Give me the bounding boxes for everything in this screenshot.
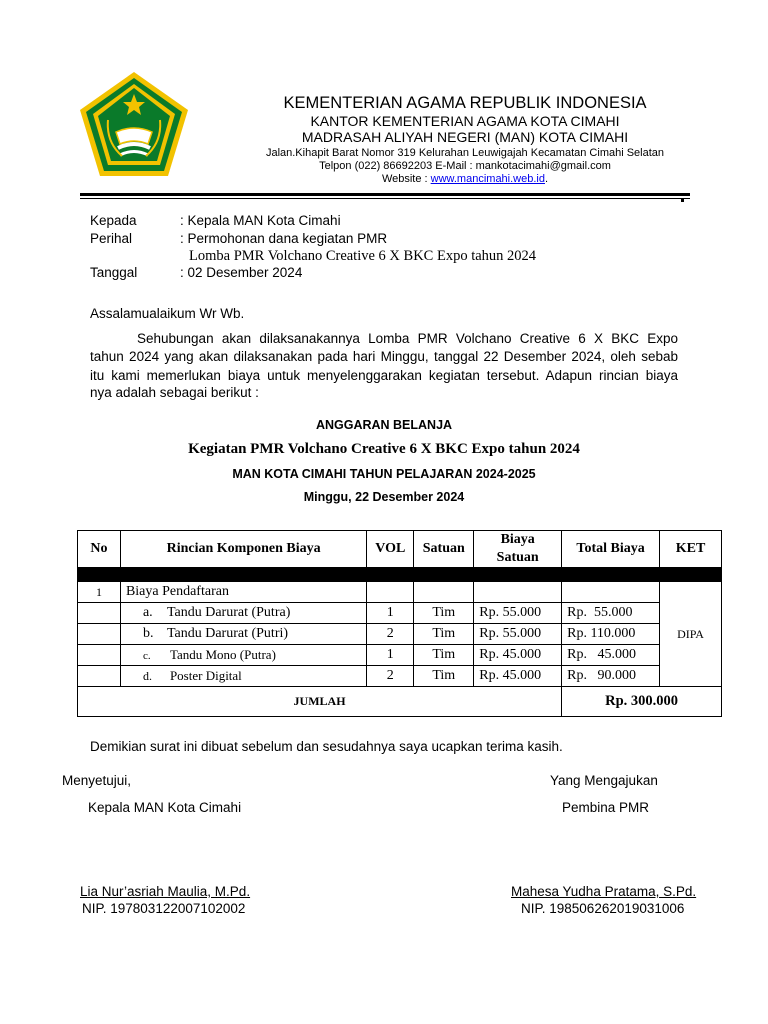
item-unit: Tim	[414, 624, 474, 645]
col-header-biaya-satuan: Biaya Satuan	[474, 531, 562, 568]
perihal-value-line2: Lomba PMR Volchano Creative 6 X BKC Expo tahun 2024	[189, 248, 537, 264]
item-name: Poster Digital	[169, 668, 242, 683]
item-unit: Tim	[414, 603, 474, 624]
right-signatory-nip: NIP. 198506262019031006	[521, 901, 685, 916]
empty-cell	[474, 582, 562, 603]
ministry-name: KEMENTERIAN AGAMA REPUBLIK INDONESIA	[283, 94, 647, 112]
table-row	[78, 603, 722, 624]
empty-cell	[78, 645, 121, 666]
table-row	[78, 624, 722, 645]
item-letter: b.	[142, 626, 154, 641]
empty-cell	[367, 582, 414, 603]
empty-cell	[78, 666, 121, 687]
paragraph-line-2: tahun 2024 yang akan dilaksanakan pada hari Minggu, tanggal 22 Desember 2024, oleh sebab	[90, 349, 678, 364]
col-header-no: No	[78, 531, 121, 568]
group-name: Biaya Pendaftaran	[120, 582, 366, 603]
item-name: Tandu Mono (Putra)	[169, 647, 276, 662]
budget-subtitle: Kegiatan PMR Volchano Creative 6 X BKC Expo tahun 2024	[188, 441, 580, 457]
budget-table	[77, 530, 722, 717]
table-row	[78, 645, 722, 666]
item-total: Rp. 45.000	[562, 645, 660, 666]
closing-sentence: Demikian surat ini dibuat sebelum dan sesudahnya saya ucapkan terima kasih.	[90, 739, 563, 754]
col-header-ket: KET	[660, 531, 722, 568]
website-suffix: .	[544, 173, 549, 185]
col-header-satuan: Satuan	[414, 531, 474, 568]
ket-value: DIPA	[660, 582, 722, 687]
school-website	[240, 173, 690, 185]
kepada-value: : Kepala MAN Kota Cimahi	[180, 213, 341, 228]
item-letter: d.	[142, 669, 152, 683]
kemenag-emblem-logo	[78, 70, 190, 180]
item-cell	[120, 645, 366, 666]
right-sign-role: Pembina PMR	[562, 800, 650, 815]
greeting: Assalamualaikum Wr Wb.	[90, 306, 245, 321]
item-cell	[120, 666, 366, 687]
empty-cell	[414, 582, 474, 603]
school-contact: Telpon (022) 86692203 E-Mail : mankotacimahi@gmail.com	[319, 160, 611, 172]
item-name: Tandu Darurat (Putri)	[166, 626, 289, 641]
item-total: Rp. 90.000	[562, 666, 660, 687]
left-sign-role: Kepala MAN Kota Cimahi	[88, 800, 242, 815]
item-vol: 1	[367, 603, 414, 624]
item-price: Rp. 45.000	[474, 666, 562, 687]
website-label: Website :	[381, 173, 431, 185]
budget-date: Minggu, 22 Desember 2024	[303, 490, 465, 504]
budget-school: MAN KOTA CIMAHI TAHUN PELAJARAN 2024-2025	[232, 467, 536, 481]
left-sign-heading: Menyetujui,	[62, 773, 132, 788]
item-vol: 2	[367, 624, 414, 645]
item-vol: 2	[367, 666, 414, 687]
perihal-label: Perihal	[90, 231, 133, 246]
item-unit: Tim	[414, 666, 474, 687]
letterhead-divider-thin	[80, 198, 690, 199]
empty-cell	[78, 624, 121, 645]
item-unit: Tim	[414, 645, 474, 666]
website-link[interactable]: www.mancimahi.web.id	[430, 173, 545, 185]
paragraph-line-1: Sehubungan akan dilaksanakannya Lomba PMR Volchano Creative 6 X BKC Expo	[137, 331, 678, 346]
item-price: Rp. 55.000	[474, 624, 562, 645]
school-name: MADRASAH ALIYAH NEGERI (MAN) KOTA CIMAHI	[301, 129, 629, 145]
right-signatory-name: Mahesa Yudha Pratama, S.Pd.	[511, 884, 697, 899]
budget-title: ANGGARAN BELANJA	[315, 418, 453, 432]
kepada-label: Kepada	[90, 213, 137, 228]
separator-cell	[78, 568, 722, 582]
col-header-vol: VOL	[367, 531, 414, 568]
tanggal-value: : 02 Desember 2024	[180, 265, 303, 280]
item-price: Rp. 55.000	[474, 603, 562, 624]
group-number: 1	[78, 582, 121, 603]
empty-cell	[562, 582, 660, 603]
paragraph-line-3: itu kami memerlukan biaya untuk menyelenggarakan kegiatan tersebut. Adapun rincian biaya	[90, 368, 678, 383]
left-signatory-nip: NIP. 197803122007102002	[82, 901, 246, 916]
table-separator-bar	[78, 568, 722, 582]
office-name: KANTOR KEMENTERIAN AGAMA KOTA CIMAHI	[310, 113, 620, 129]
empty-cell	[78, 603, 121, 624]
item-vol: 1	[367, 645, 414, 666]
table-header-row	[78, 531, 722, 568]
item-cell	[120, 624, 366, 645]
paragraph-line-4: nya adalah sebagai berikut :	[90, 385, 259, 400]
table-total-row	[78, 687, 722, 717]
col-header-total-biaya: Total Biaya	[562, 531, 660, 568]
divider-dot	[681, 199, 684, 202]
total-value: Rp. 300.000	[562, 687, 722, 717]
item-price: Rp. 45.000	[474, 645, 562, 666]
school-address: Jalan.Kihapit Barat Nomor 319 Kelurahan Leuwigajah Kecamatan Cimahi Selatan	[265, 147, 665, 159]
item-name: Tandu Darurat (Putra)	[166, 605, 291, 620]
item-letter: a.	[142, 605, 153, 620]
item-cell	[120, 603, 366, 624]
col-header-rincian: Rincian Komponen Biaya	[120, 531, 366, 568]
right-sign-heading: Yang Mengajukan	[550, 773, 658, 788]
item-letter: c.	[142, 650, 151, 662]
letterhead-divider	[80, 193, 690, 196]
tanggal-label: Tanggal	[90, 265, 138, 280]
item-total: Rp. 110.000	[562, 624, 660, 645]
item-total: Rp. 55.000	[562, 603, 660, 624]
left-signatory-name: Lia Nur’asriah Maulia, M.Pd.	[80, 884, 251, 899]
total-label: JUMLAH	[78, 687, 562, 717]
perihal-value: : Permohonan dana kegiatan PMR	[180, 231, 388, 246]
table-row-group	[78, 582, 722, 603]
table-row	[78, 666, 722, 687]
